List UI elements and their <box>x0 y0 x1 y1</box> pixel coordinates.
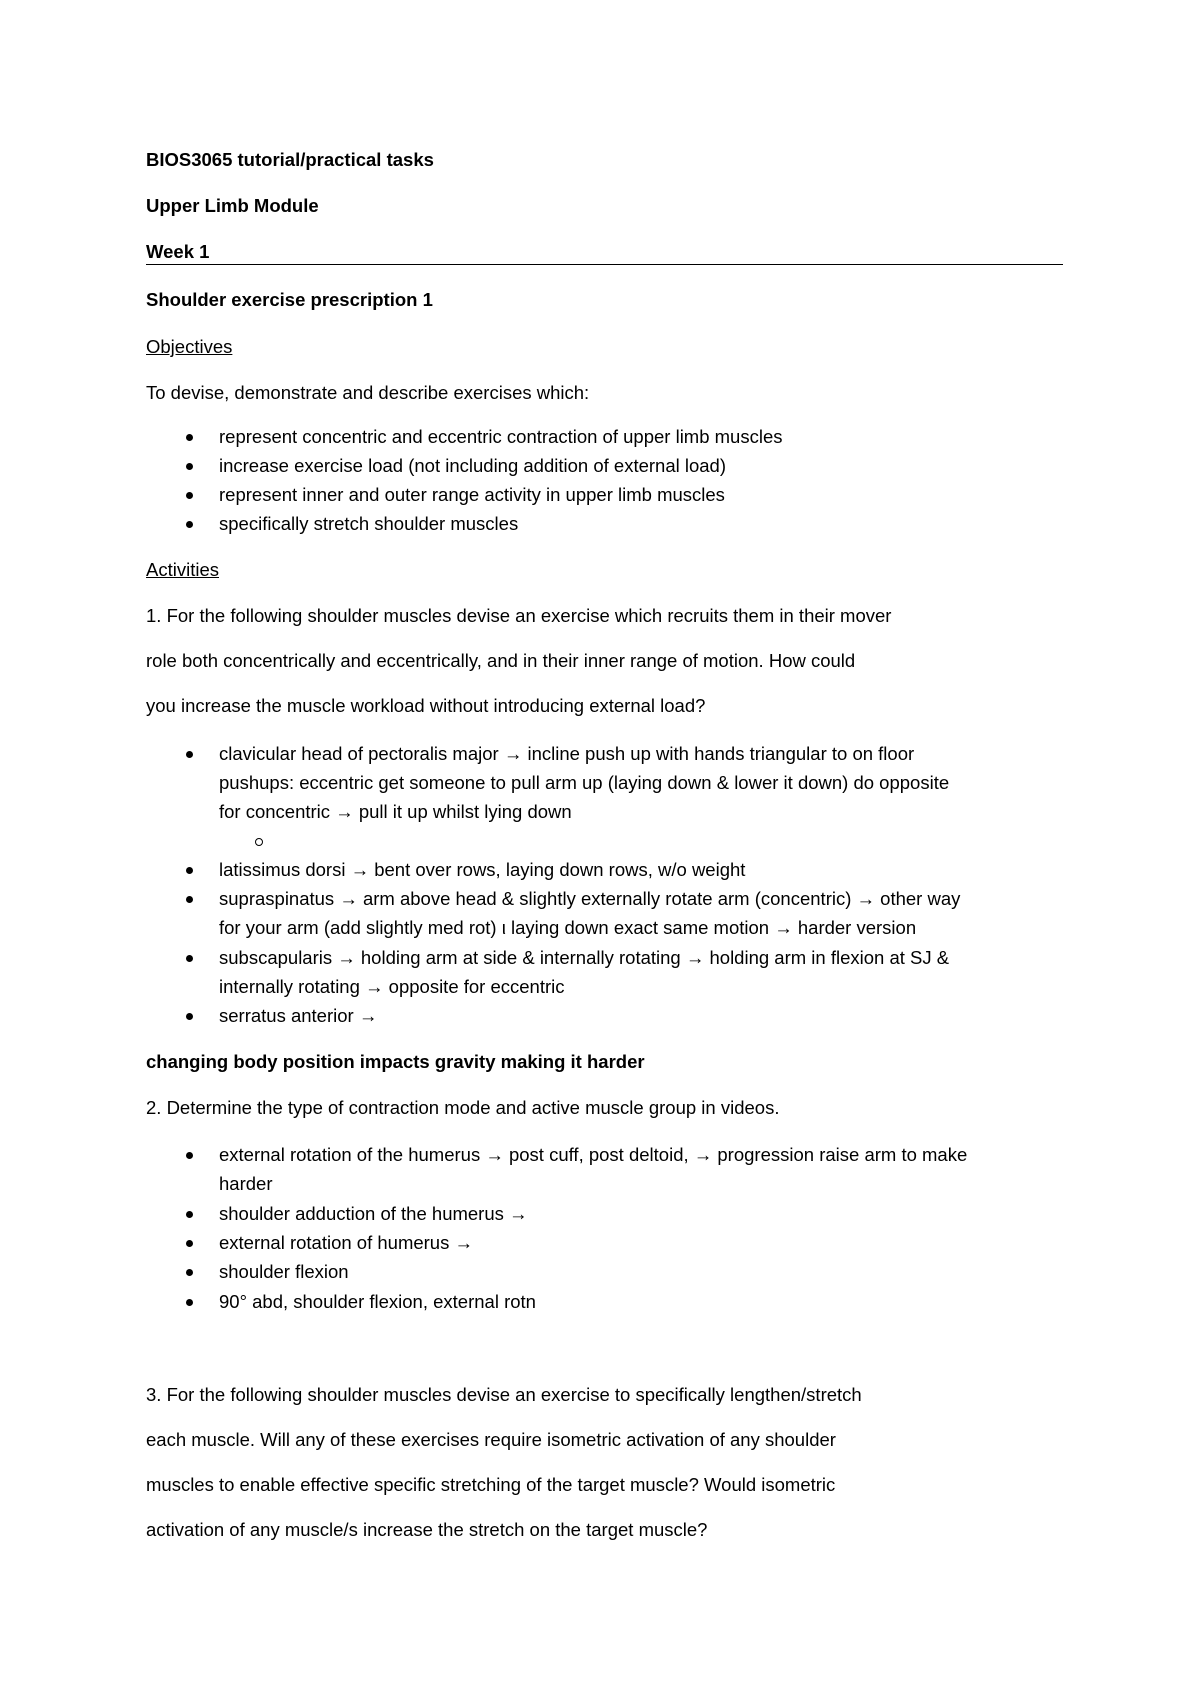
q3-line: each muscle. Will any of these exercises require isometric activation of any shoulder <box>146 1429 836 1450</box>
bullet-icon <box>186 1240 193 1247</box>
topic-title: Shoulder exercise prescription 1 <box>146 289 433 310</box>
activities-heading: Activities <box>146 559 219 580</box>
objective-item: increase exercise load (not including addition of external load) <box>219 455 726 476</box>
q2-item-line: harder <box>219 1173 273 1194</box>
objective-item: represent inner and outer range activity in upper limb muscles <box>219 484 725 505</box>
sub-bullet-icon <box>255 838 263 846</box>
q3-line: muscles to enable effective specific stretching of the target muscle? Would isometric <box>146 1474 836 1495</box>
bullet-icon <box>186 751 193 758</box>
bullet-icon <box>186 463 193 470</box>
q3-line: 3. For the following shoulder muscles devise an exercise to specifically lengthen/stretch <box>146 1384 862 1405</box>
module-title: Upper Limb Module <box>146 195 319 216</box>
bullet-icon <box>186 1299 193 1306</box>
objective-item: represent concentric and eccentric contraction of upper limb muscles <box>219 426 783 447</box>
bullet-icon <box>186 867 193 874</box>
bullet-icon <box>186 1013 193 1020</box>
bullet-icon <box>186 492 193 499</box>
q3-line: activation of any muscle/s increase the stretch on the target muscle? <box>146 1519 708 1540</box>
q1-item-line: pushups: eccentric get someone to pull arm up (laying down & lower it down) do opposite <box>219 772 950 793</box>
q1-item-line: internally rotating → opposite for eccentric <box>219 976 565 997</box>
q2-item-line: shoulder adduction of the humerus → <box>219 1203 528 1224</box>
objectives-intro: To devise, demonstrate and describe exercises which: <box>146 382 590 403</box>
q1-line: role both concentrically and eccentrically, and in their inner range of motion. How could <box>146 650 856 671</box>
q1-item-line: subscapularis → holding arm at side & internally rotating → holding arm in flexion at SJ & <box>219 947 950 968</box>
bullet-icon <box>186 1152 193 1159</box>
q1-item-line: supraspinatus → arm above head & slightly externally rotate arm (concentric) → other way <box>219 888 961 909</box>
gravity-note: changing body position impacts gravity making it harder <box>146 1051 645 1072</box>
q1-item-line: clavicular head of pectoralis major → incline push up with hands triangular to on floor <box>219 743 915 764</box>
q1-item-line: for your arm (add slightly med rot) ι laying down exact same motion → harder version <box>219 917 917 938</box>
q2-item-line: external rotation of the humerus → post cuff, post deltoid, → progression raise arm to make <box>219 1144 968 1165</box>
q1-line: you increase the muscle workload without introducing external load? <box>146 695 706 716</box>
divider-rule <box>146 264 1063 265</box>
q1-item-line: serratus anterior → <box>219 1005 378 1026</box>
bullet-icon <box>186 1269 193 1276</box>
week-title: Week 1 <box>146 241 210 262</box>
q2-item-line: shoulder flexion <box>219 1261 349 1282</box>
q1-item-line: latissimus dorsi → bent over rows, laying down rows, w/o weight <box>219 859 746 880</box>
bullet-icon <box>186 521 193 528</box>
bullet-icon <box>186 434 193 441</box>
q2-line: 2. Determine the type of contraction mode and active muscle group in videos. <box>146 1097 780 1118</box>
bullet-icon <box>186 1211 193 1218</box>
objective-item: specifically stretch shoulder muscles <box>219 513 519 534</box>
bullet-icon <box>186 896 193 903</box>
bullet-icon <box>186 955 193 962</box>
course-title: BIOS3065 tutorial/practical tasks <box>146 149 434 170</box>
q1-item-line: for concentric → pull it up whilst lying down <box>219 801 572 822</box>
objectives-heading: Objectives <box>146 336 233 357</box>
q2-item-line: external rotation of humerus → <box>219 1232 473 1253</box>
q2-item-line: 90° abd, shoulder flexion, external rotn <box>219 1291 536 1312</box>
q1-line: 1. For the following shoulder muscles devise an exercise which recruits them in their mover <box>146 605 892 626</box>
